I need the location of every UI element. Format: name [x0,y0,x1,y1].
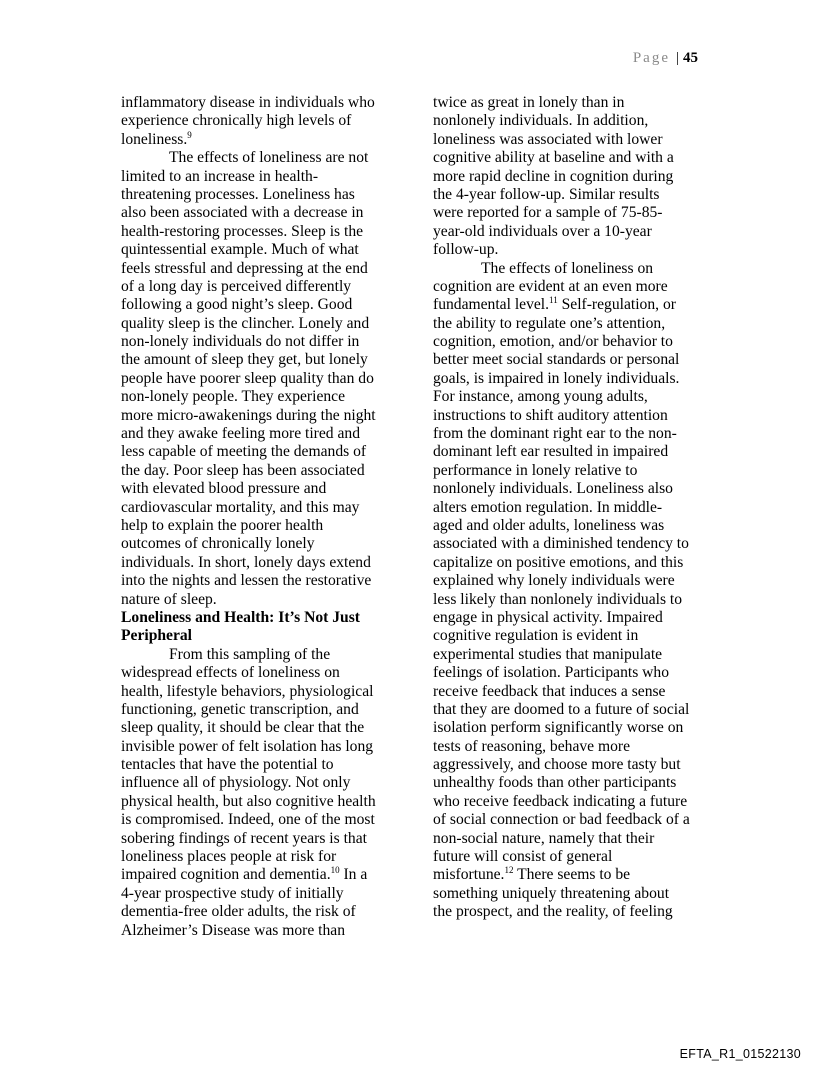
line-text: physical health, but also cognitive health [121,792,376,810]
line-text: performance in lonely relative to [433,461,638,479]
text-line [433,866,695,884]
text-line [433,719,695,737]
line-text: the prospect, and the reality, of feeling [433,903,673,921]
section-heading-line [121,627,383,645]
text-line [433,370,695,388]
text-line [121,333,383,351]
footnote-ref: 10 [330,865,340,876]
text-line [433,554,695,572]
line-text: capitalize on positive emotions, and this [433,553,684,571]
line-text: unhealthy foods than other participants [433,774,677,792]
line-text: non-lonely people. They experience [121,388,346,406]
line-text: Alzheimer’s Disease was more than [121,921,346,939]
page-separator: | [675,50,679,66]
text-line [433,885,695,903]
text-line [433,168,695,186]
line-text: Loneliness and Health: It’s Not Just [121,608,360,626]
line-text: limited to an increase in health- [121,167,319,185]
line-text: the 4-year follow-up. Similar results [433,185,660,203]
text-line [121,499,383,517]
text-line [433,830,695,848]
line-text: experimental studies that manipulate [433,645,663,663]
text-line [433,811,695,829]
line-text: alters emotion regulation. In middle- [433,498,663,516]
footnote-ref: 12 [504,865,514,876]
line-text-continued: In a [339,866,368,884]
text-line [121,278,383,296]
text-line [433,701,695,719]
left-column [121,94,383,940]
line-text: feels stressful and depressing at the end [121,259,368,277]
text-line [121,223,383,241]
line-text: dementia-free older adults, the risk of [121,903,356,921]
line-text: Peripheral [121,627,193,645]
line-text: aggressively, and choose more tasty but [433,756,681,774]
line-text: with elevated blood pressure and [121,480,327,498]
text-line [121,701,383,719]
line-text: functioning, genetic transcription, and [121,700,359,718]
text-line [121,830,383,848]
text-line [433,646,695,664]
text-line [121,186,383,204]
line-text: invisible power of felt isolation has long [121,737,374,755]
text-line [121,517,383,535]
footnote-ref: 9 [187,129,192,140]
text-line [433,738,695,756]
text-line [121,572,383,590]
page-header [633,50,698,67]
line-text: cognition are evident at an even more [433,277,668,295]
line-text: future will consist of general [433,848,613,866]
line-text: and they awake feeling more tired and [121,425,361,443]
text-line [121,738,383,756]
line-text: cognition, emotion, and/or behavior to [433,333,673,351]
line-text: outcomes of chronically lonely [121,535,315,553]
line-text: follow-up. [433,241,499,259]
line-text: 4-year prospective study of initially [121,884,344,902]
text-line [121,554,383,572]
text-line [433,591,695,609]
text-line [121,425,383,443]
text-line [433,903,695,921]
text-line [121,388,383,406]
text-line [433,793,695,811]
text-line [121,903,383,921]
text-line [433,94,695,112]
line-text: sobering findings of recent years is that [121,829,367,847]
text-line [433,664,695,682]
text-line [121,94,383,112]
right-column [433,94,695,922]
line-text: health, lifestyle behaviors, physiological [121,682,374,700]
footnote-ref: 11 [549,295,558,306]
line-text: individuals. In short, lonely days extend [121,553,371,571]
text-line [433,296,695,314]
line-text: misfortune. [433,866,505,884]
text-line [433,407,695,425]
line-text: into the nights and lessen the restorative [121,572,372,590]
line-text: From this sampling of the [169,645,331,663]
line-text: dominant left ear resulted in impaired [433,443,669,461]
line-text-continued: There seems to be [513,866,631,884]
text-line [121,149,383,167]
line-text: goals, is impaired in lonely individuals. [433,369,680,387]
line-text: influence all of physiology. Not only [121,774,351,792]
line-text: also been associated with a decrease in [121,204,364,222]
text-line [433,774,695,792]
line-text: isolation perform significantly worse on [433,719,684,737]
text-line [121,260,383,278]
line-text: quality sleep is the clincher. Lonely and [121,314,370,332]
line-text: more micro-awakenings during the night [121,406,376,424]
line-text: aged and older adults, loneliness was [433,516,665,534]
text-line [433,609,695,627]
line-text: the day. Poor sleep has been associated [121,461,365,479]
line-text: quintessential example. Much of what [121,241,359,259]
page-number: 45 [683,50,698,66]
text-line [121,848,383,866]
document-id: EFTA_R1_01522130 [679,1047,801,1061]
text-line [121,811,383,829]
text-line [121,719,383,737]
line-text: that they are doomed to a future of social [433,700,690,718]
section-heading-line [121,609,383,627]
line-text: were reported for a sample of 75-85- [433,204,663,222]
line-text: widespread effects of loneliness on [121,664,340,682]
line-text: feelings of isolation. Participants who [433,664,670,682]
text-line [433,315,695,333]
text-line [433,112,695,130]
text-line [121,646,383,664]
line-text: fundamental level. [433,296,550,314]
line-text: help to explain the poorer health [121,516,324,534]
line-text: nature of sleep. [121,590,217,608]
line-text: cardiovascular mortality, and this may [121,498,360,516]
line-text-continued: Self-regulation, or [557,296,676,314]
text-line [121,168,383,186]
text-line [433,462,695,480]
line-text: associated with a diminished tendency to [433,535,689,553]
text-line [433,278,695,296]
line-text: The effects of loneliness on [481,259,654,277]
line-text: more rapid decline in cognition during [433,167,674,185]
line-text: cognitive regulation is evident in [433,627,639,645]
text-line [121,370,383,388]
text-line [121,664,383,682]
text-line [121,112,383,130]
text-line [121,351,383,369]
text-line [121,443,383,461]
text-line [121,407,383,425]
line-text: of social connection or bad feedback of a [433,811,690,829]
text-line [433,388,695,406]
text-line [433,333,695,351]
text-line [121,296,383,314]
text-line [433,848,695,866]
line-text: non-lonely individuals do not differ in [121,333,360,351]
line-text: less capable of meeting the demands of [121,443,367,461]
line-text: receive feedback that induces a sense [433,682,666,700]
text-line [121,866,383,884]
text-line [121,922,383,940]
line-text: inflammatory disease in individuals who [121,94,375,111]
line-text: better meet social standards or personal [433,351,680,369]
line-text: the ability to regulate one’s attention, [433,314,666,332]
line-text: health-restoring processes. Sleep is the [121,222,364,240]
line-text: For instance, among young adults, [433,388,648,406]
line-text: engage in physical activity. Impaired [433,608,663,626]
line-text: less likely than nonlonely individuals to [433,590,683,608]
line-text: sleep quality, it should be clear that the [121,719,365,737]
text-line [433,186,695,204]
text-line [433,627,695,645]
line-text: tests of reasoning, behave more [433,737,631,755]
text-line [433,535,695,553]
text-line [121,535,383,553]
line-text: is compromised. Indeed, one of the most [121,811,375,829]
line-text: people have poorer sleep quality than do [121,369,374,387]
text-line [121,793,383,811]
line-text: impaired cognition and dementia. [121,866,331,884]
line-text: tentacles that have the potential to [121,756,334,774]
text-line [433,572,695,590]
text-line [433,443,695,461]
line-text: from the dominant right ear to the non- [433,425,677,443]
line-text: the amount of sleep they get, but lonely [121,351,368,369]
text-line [121,774,383,792]
line-text: nonlonely individuals. Loneliness also [433,480,673,498]
text-line [121,480,383,498]
text-line [433,260,695,278]
text-line [433,149,695,167]
line-text: loneliness was associated with lower [433,130,663,148]
text-line [121,885,383,903]
line-text: cognitive ability at baseline and with a [433,149,674,167]
line-text: loneliness. [121,130,188,148]
line-text: of a long day is perceived differently [121,277,352,295]
line-text: experience chronically high levels of [121,112,352,130]
text-line [433,241,695,259]
page-label: Page [632,50,670,66]
text-line [433,425,695,443]
text-line [433,499,695,517]
text-line [433,223,695,241]
text-line [121,315,383,333]
line-text: non-social nature, namely that their [433,829,655,847]
line-text: instructions to shift auditory attention [433,406,668,424]
line-text: explained why lonely individuals were [433,572,675,590]
text-line [433,517,695,535]
text-line [121,756,383,774]
line-text: threatening processes. Loneliness has [121,185,355,203]
text-line [121,241,383,259]
text-line [121,683,383,701]
line-text: twice as great in lonely than in [433,94,625,111]
line-text: year-old individuals over a 10-year [433,222,652,240]
line-text: nonlonely individuals. In addition, [433,112,649,130]
text-line [433,351,695,369]
text-line [121,591,383,609]
text-line [433,131,695,149]
text-line [433,756,695,774]
line-text: The effects of loneliness are not [169,149,369,167]
text-line [433,683,695,701]
text-line [433,204,695,222]
line-text: who receive feedback indicating a future [433,792,688,810]
line-text: something uniquely threatening about [433,884,670,902]
text-line [121,204,383,222]
line-text: following a good night’s sleep. Good [121,296,353,314]
text-line [433,480,695,498]
text-line [121,462,383,480]
text-line [121,131,383,149]
line-text: loneliness places people at risk for [121,848,337,866]
